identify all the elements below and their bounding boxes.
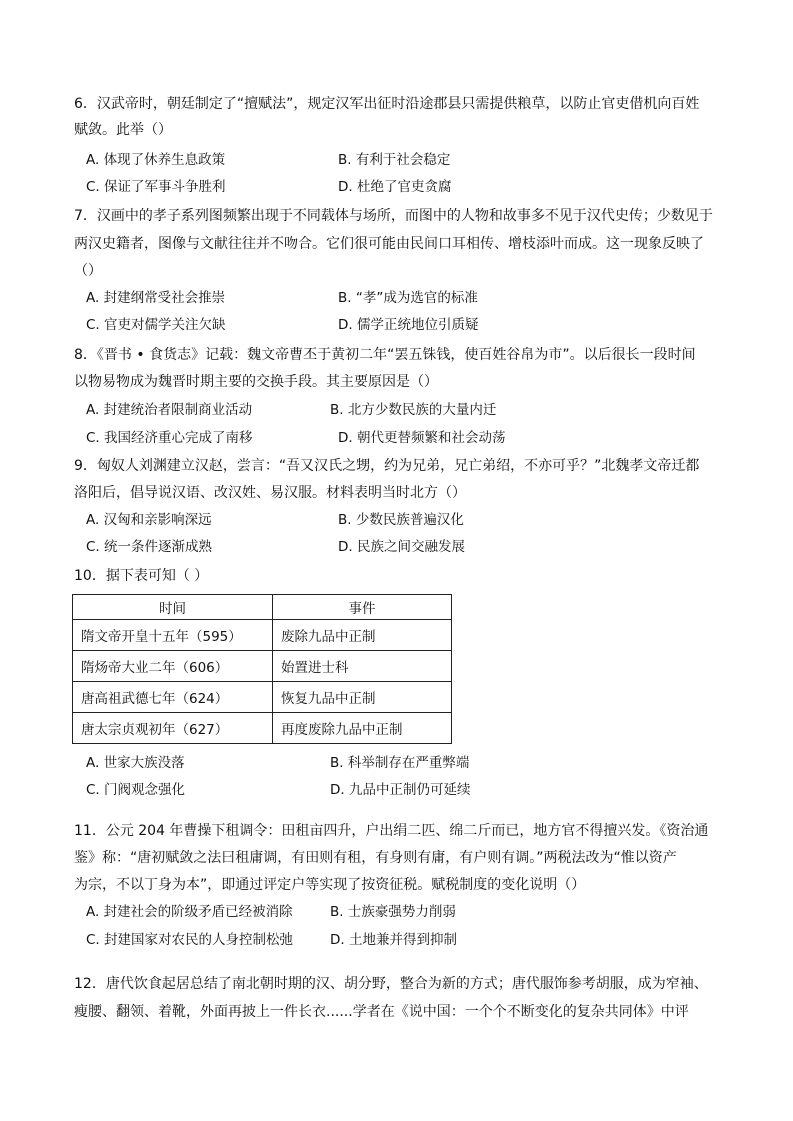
q12-stem-line1: 12．唐代饮食起居总结了南北朝时期的汉、胡分野，整合为新的方式；唐代服饰参考胡服，成为窄袖、 [74, 976, 708, 992]
q8-option-b: B. 北方少数民族的大量内迁 [330, 402, 497, 418]
q10-option-b: B. 科举制存在严重弊端 [330, 755, 470, 771]
q8-option-c: C. 我国经济重心完成了南移 [86, 430, 253, 446]
table-row [73, 713, 452, 744]
q9-option-b: B. 少数民族普遍汉化 [338, 512, 464, 528]
q7-stem-line3: （） [74, 263, 102, 279]
q10-option-c: C. 门阀观念强化 [86, 782, 186, 798]
table-header-row [73, 595, 452, 620]
q7-option-c: C. 官吏对儒学关注欠缺 [86, 317, 226, 333]
q11-option-b: B. 士族豪强势力削弱 [330, 904, 456, 920]
table-cell-event: 废除九品中正制 [273, 620, 452, 651]
q6-option-b: B. 有利于社会稳定 [338, 152, 451, 168]
q11-option-d: D. 土地兼并得到抑制 [330, 932, 457, 948]
table-row [73, 682, 452, 713]
q10-stem: 10．据下表可知（ ） [74, 568, 209, 584]
table-row [73, 651, 452, 682]
q11-option-c: C. 封建国家对农民的人身控制松弛 [86, 932, 294, 948]
q9-option-a: A. 汉匈和亲影响深远 [86, 512, 212, 528]
q9-stem-line1: 9．匈奴人刘渊建立汉赵，尝言：“吾又汉氏之甥，约为兄弟，兄亡弟绍，不亦可乎？”北魏孝文帝迁都 [74, 458, 700, 474]
q7-option-a: A. 封建纲常受社会推崇 [86, 290, 226, 306]
q10-option-d: D. 九品中正制仍可延续 [330, 782, 471, 798]
q9-option-c: C. 统一条件逐渐成熟 [86, 539, 213, 555]
table-cell-time: 唐高祖武德七年（624） [73, 682, 273, 713]
q9-option-d: D. 民族之间交融发展 [338, 539, 465, 555]
q6-option-a: A. 体现了休养生息政策 [86, 152, 226, 168]
q11-stem-line1: 11．公元 204 年曹操下租调令：田租亩四升，户出绢二匹、绵二斤而已，地方官不得擅兴发。《资治通 [74, 823, 709, 839]
q8-option-d: D. 朝代更替频繁和社会动荡 [338, 430, 506, 446]
table-cell-event: 始置进士科 [273, 651, 452, 682]
table-cell-time: 唐太宗贞观初年（627） [73, 713, 273, 744]
q9-stem-line2: 洛阳后，倡导说汉语、改汉姓、易汉服。材料表明当时北方（） [74, 485, 466, 501]
q7-option-d: D. 儒学正统地位引质疑 [338, 317, 479, 333]
q8-stem-line2: 以物易物成为魏晋时期主要的交换手段。其主要原因是（） [74, 374, 438, 390]
q10-table [72, 594, 452, 744]
q7-stem-line2: 两汉史籍者，图像与文献往往并不吻合。它们很可能由民间口耳相传、增枝添叶而成。这一现象反映了 [74, 236, 704, 252]
q8-stem-line1: 8．《晋书 • 食货志》记载：魏文帝曹丕于黄初二年“罢五铢钱，使百姓谷帛为市”。以后很长一段时间 [74, 347, 696, 363]
q10-option-a: A. 世家大族没落 [86, 755, 185, 771]
q11-option-a: A. 封建社会的阶级矛盾已经被消除 [86, 904, 293, 920]
q7-stem-line1: 7．汉画中的孝子系列图频繁出现于不同载体与场所，而图中的人物和故事多不见于汉代史传；少数见于 [74, 208, 713, 224]
q12-stem-line2: 瘦腰、翻领、着靴，外面再披上一件长衣......学者在《说中国：一个个不断变化的复杂共同体》中评 [74, 1004, 689, 1020]
table-cell-event: 再度废除九品中正制 [273, 713, 452, 744]
table-header-time: 时间 [73, 595, 273, 620]
table-cell-event: 恢复九品中正制 [273, 682, 452, 713]
q6-stem-line2: 赋敛。此举（） [74, 122, 172, 138]
q11-stem-line3: 为宗，不以丁身为本”，即通过评定户等实现了按资征税。赋税制度的变化说明（） [74, 877, 586, 893]
q11-stem-line2: 鉴》称：“唐初赋敛之法曰租庸调，有田则有租，有身则有庸，有户则有调。”两税法改为“惟以资产 [74, 850, 677, 866]
table-cell-time: 隋文帝开皇十五年（595） [73, 620, 273, 651]
table-cell-time: 隋炀帝大业二年（606） [73, 651, 273, 682]
q6-stem-line1: 6．汉武帝时，朝廷制定了“擅赋法”，规定汉军出征时沿途郡县只需提供粮草，以防止官吏借机向百姓 [74, 96, 700, 112]
q6-option-d: D. 杜绝了官吏贪腐 [338, 179, 452, 195]
table-row [73, 620, 452, 651]
table-header-event: 事件 [273, 595, 452, 620]
q6-option-c: C. 保证了军事斗争胜利 [86, 179, 226, 195]
q7-option-b: B. “孝”成为选官的标准 [338, 290, 478, 306]
q8-option-a: A. 封建统治者限制商业活动 [86, 402, 253, 418]
